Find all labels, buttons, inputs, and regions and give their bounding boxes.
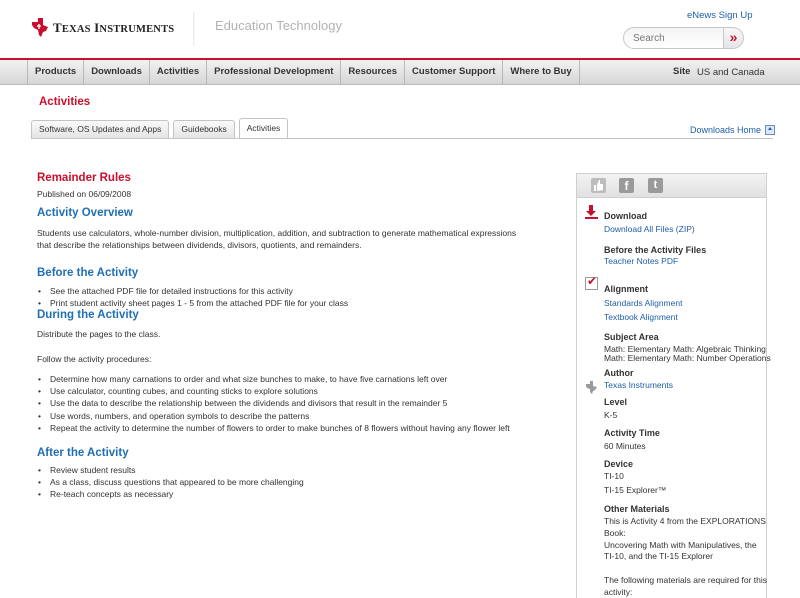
download-icon-base (585, 217, 598, 219)
other-materials-heading: Other Materials (604, 504, 670, 514)
list-item: • Repeat the activity to determine the number of flowers to order to make bunches of 8 flowers without having any flower left (37, 422, 527, 434)
other-materials-text: The following materials are required for this (604, 575, 767, 585)
before-activity-heading: Before the Activity (37, 267, 139, 279)
level-heading: Level (604, 397, 628, 407)
main-navbar (0, 58, 800, 85)
tab-divider (31, 138, 773, 139)
during-activity-heading: During the Activity (37, 309, 139, 321)
list-item: • Use the data to describe the relationship between the dividends and divisors that result in the remainder 5 (37, 397, 527, 409)
download-all-files-link[interactable]: Download All Files (ZIP) (604, 224, 695, 234)
twitter-icon[interactable]: t (648, 178, 663, 193)
thumbs-up-icon[interactable] (591, 178, 606, 193)
before-activity-list (37, 285, 527, 309)
before-files-heading: Before the Activity Files (604, 245, 707, 255)
nav-item-professional-development[interactable]: Professional Development (207, 60, 341, 85)
activity-title: Remainder Rules (37, 172, 131, 184)
nav-item-activities[interactable]: Activities (150, 60, 207, 85)
other-materials-text: TI-10, and the TI-15 Explorer (604, 551, 713, 561)
author-link[interactable]: Texas Instruments (604, 380, 673, 390)
subject-area-value: Math: Elementary Math: Algebraic Thinking (604, 344, 766, 354)
device-value: TI-10 (604, 471, 624, 481)
texas-instruments-icon (585, 381, 598, 394)
enews-signup-link[interactable]: eNews Sign Up (687, 10, 753, 21)
download-heading: Download (604, 211, 647, 221)
during-activity-list (37, 373, 527, 434)
logo-text: TEXAS INSTRUMENTS (53, 20, 175, 35)
ti-logo[interactable] (31, 18, 174, 38)
other-materials-text: Book: (604, 528, 626, 538)
list-item: • Re-teach concepts as necessary (37, 488, 527, 500)
nav-item-resources[interactable]: Resources (341, 60, 405, 85)
activity-sidebar (576, 173, 771, 598)
tab-guidebooks[interactable]: Guidebooks (173, 120, 234, 138)
device-value: TI-15 Explorer™ (604, 485, 667, 495)
downloads-home-label: Downloads Home (690, 125, 762, 135)
search-input[interactable] (633, 33, 718, 44)
subject-area-heading: Subject Area (604, 332, 659, 342)
home-icon (765, 125, 775, 135)
activity-time-value: 60 Minutes (604, 441, 646, 451)
nav-item-downloads[interactable]: Downloads (84, 60, 150, 85)
nav-item-customer-support[interactable]: Customer Support (405, 60, 503, 85)
after-activity-heading: After the Activity (37, 447, 129, 459)
nav-item-where-to-buy[interactable]: Where to Buy (503, 60, 579, 85)
published-date: Published on 06/09/2008 (37, 189, 132, 199)
procedures-intro-text: Follow the activity procedures: (37, 354, 152, 364)
share-bar (577, 174, 766, 198)
site-header (0, 0, 800, 56)
other-materials-text: Uncovering Math with Manipulatives, the (604, 540, 757, 550)
list-item: • Print student activity sheet pages 1 - 5 from the attached PDF file for your class (37, 297, 527, 309)
search-button[interactable]: » (724, 27, 744, 49)
header-divider (193, 12, 195, 46)
downloads-home-link[interactable] (690, 125, 775, 135)
standards-alignment-link[interactable]: Standards Alignment (604, 298, 683, 308)
site-selector[interactable]: US and Canada (697, 67, 765, 78)
texas-state-logo-icon (31, 18, 49, 38)
search-box[interactable] (623, 27, 724, 49)
list-item: • As a class, discuss questions that appeared to be more challenging (37, 476, 527, 488)
other-materials-text: activity: (604, 587, 633, 597)
page-title: Activities (39, 96, 91, 108)
list-item: • Use calculator, counting cubes, and counting sticks to explore solutions (37, 385, 527, 397)
list-item: • Determine how many carnations to order and what size bunches to make, to have five carnations left over (37, 373, 527, 385)
tab-software-os-updates[interactable]: Software, OS Updates and Apps (31, 120, 169, 138)
education-technology-label: Education Technology (215, 18, 342, 33)
after-activity-list (37, 464, 527, 501)
site-label: Site (673, 66, 691, 77)
author-heading: Author (604, 368, 634, 378)
list-item: • Use words, numbers, and operation symbols to describe the patterns (37, 410, 527, 422)
level-value: K-5 (604, 410, 618, 420)
device-heading: Device (604, 459, 634, 469)
activity-overview-text: Students use calculators, whole-number division, multiplication, addition, and subtraction to generate mathematical expressions that describe the relationships between dividends, divisors, quotients, and remainders. (37, 228, 517, 250)
activity-overview-heading: Activity Overview (37, 207, 133, 219)
checkbox-icon (585, 277, 598, 290)
activity-time-heading: Activity Time (604, 428, 660, 438)
subject-area-value: Math: Elementary Math: Number Operations (604, 353, 771, 363)
list-item: • See the attached PDF file for detailed instructions for this activity (37, 285, 527, 297)
tab-activities[interactable]: Activities (239, 118, 289, 138)
textbook-alignment-link[interactable]: Textbook Alignment (604, 312, 678, 322)
download-tabs (31, 120, 292, 138)
nav-menu (27, 60, 580, 85)
other-materials-text: This is Activity 4 from the EXPLORATIONS (604, 516, 766, 526)
during-activity-text: Distribute the pages to the class. (37, 329, 161, 339)
facebook-icon[interactable]: f (619, 178, 634, 193)
alignment-heading: Alignment (604, 284, 648, 294)
nav-item-products[interactable]: Products (27, 60, 84, 85)
teacher-notes-pdf-link[interactable]: Teacher Notes PDF (604, 256, 679, 266)
list-item: • Review student results (37, 464, 527, 476)
